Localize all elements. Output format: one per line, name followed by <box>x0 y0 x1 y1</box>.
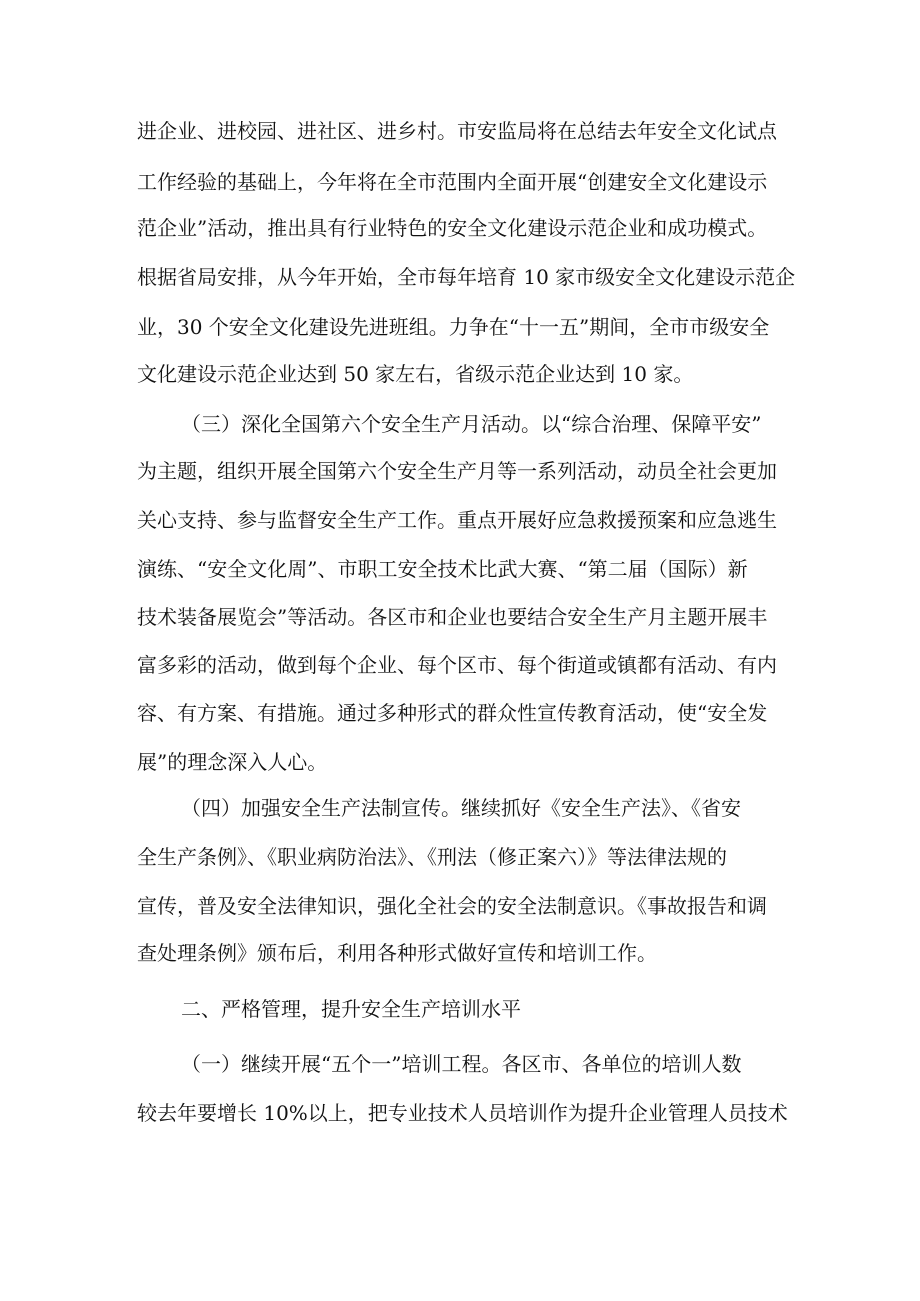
paragraph-line: 关心支持、参与监督安全生产工作。重点开展好应急救援预案和应急逃生 <box>137 508 777 532</box>
subsection-one-first-line: （一）继续开展“五个一”培训工程。各区市、各单位的培训人数 <box>181 1052 742 1076</box>
paragraph-line: 范企业”活动，推出具有行业特色的安全文化建设示范企业和成功模式。 <box>137 216 768 240</box>
paragraph-line: 全生产条例》、《职业病防治法》、《刑法（修正案六）》等法律法规的 <box>137 845 727 869</box>
paragraph-line: 文化建设示范企业达到 50 家左右，省级示范企业达到 10 家。 <box>137 362 694 386</box>
paragraph-line: 演练、“安全文化周”、市职工安全技术比武大赛、“第二届（国际）新 <box>137 557 748 581</box>
paragraph-line: 为主题，组织开展全国第六个安全生产月等一系列活动，动员全社会更加 <box>137 459 777 483</box>
paragraph-line: 展”的理念深入人心。 <box>137 750 328 774</box>
section-three-first-line: （三）深化全国第六个安全生产月活动。以“综合治理、保障平安” <box>181 412 762 436</box>
paragraph-line: 容、有方案、有措施。通过多种形式的群众性宣传教育活动，使“安全发 <box>137 701 768 725</box>
paragraph-line: 富多彩的活动，做到每个企业、每个区市、每个街道或镇都有活动、有内 <box>137 653 777 677</box>
paragraph-line: 查处理条例》颁布后，利用各种形式做好宣传和培训工作。 <box>137 941 657 965</box>
paragraph-line: 进企业、进校园、进社区、进乡村。市安监局将在总结去年安全文化试点 <box>137 119 777 143</box>
section-four-first-line: （四）加强安全生产法制宣传。继续抓好《安全生产法》、《省安 <box>181 796 741 820</box>
paragraph-line: 工作经验的基础上，今年将在全市范围内全面开展“创建安全文化建设示 <box>137 170 768 194</box>
paragraph-line: 业，30 个安全文化建设先进班组。力争在“十一五”期间，全市市级安全 <box>137 315 770 339</box>
paragraph-line: 宣传，普及安全法律知识，强化全社会的安全法制意识。《事故报告和调 <box>137 894 767 918</box>
paragraph-line: 技术装备展览会”等活动。各区市和企业也要结合安全生产月主题开展丰 <box>137 605 768 629</box>
paragraph-line: 较去年要增长 10%以上，把专业技术人员培训作为提升企业管理人员技术 <box>137 1101 788 1125</box>
paragraph-line: 根据省局安排，从今年开始，全市每年培育 10 家市级安全文化建设示范企 <box>137 265 796 289</box>
section-heading: 二、严格管理，提升安全生产培训水平 <box>181 997 521 1021</box>
